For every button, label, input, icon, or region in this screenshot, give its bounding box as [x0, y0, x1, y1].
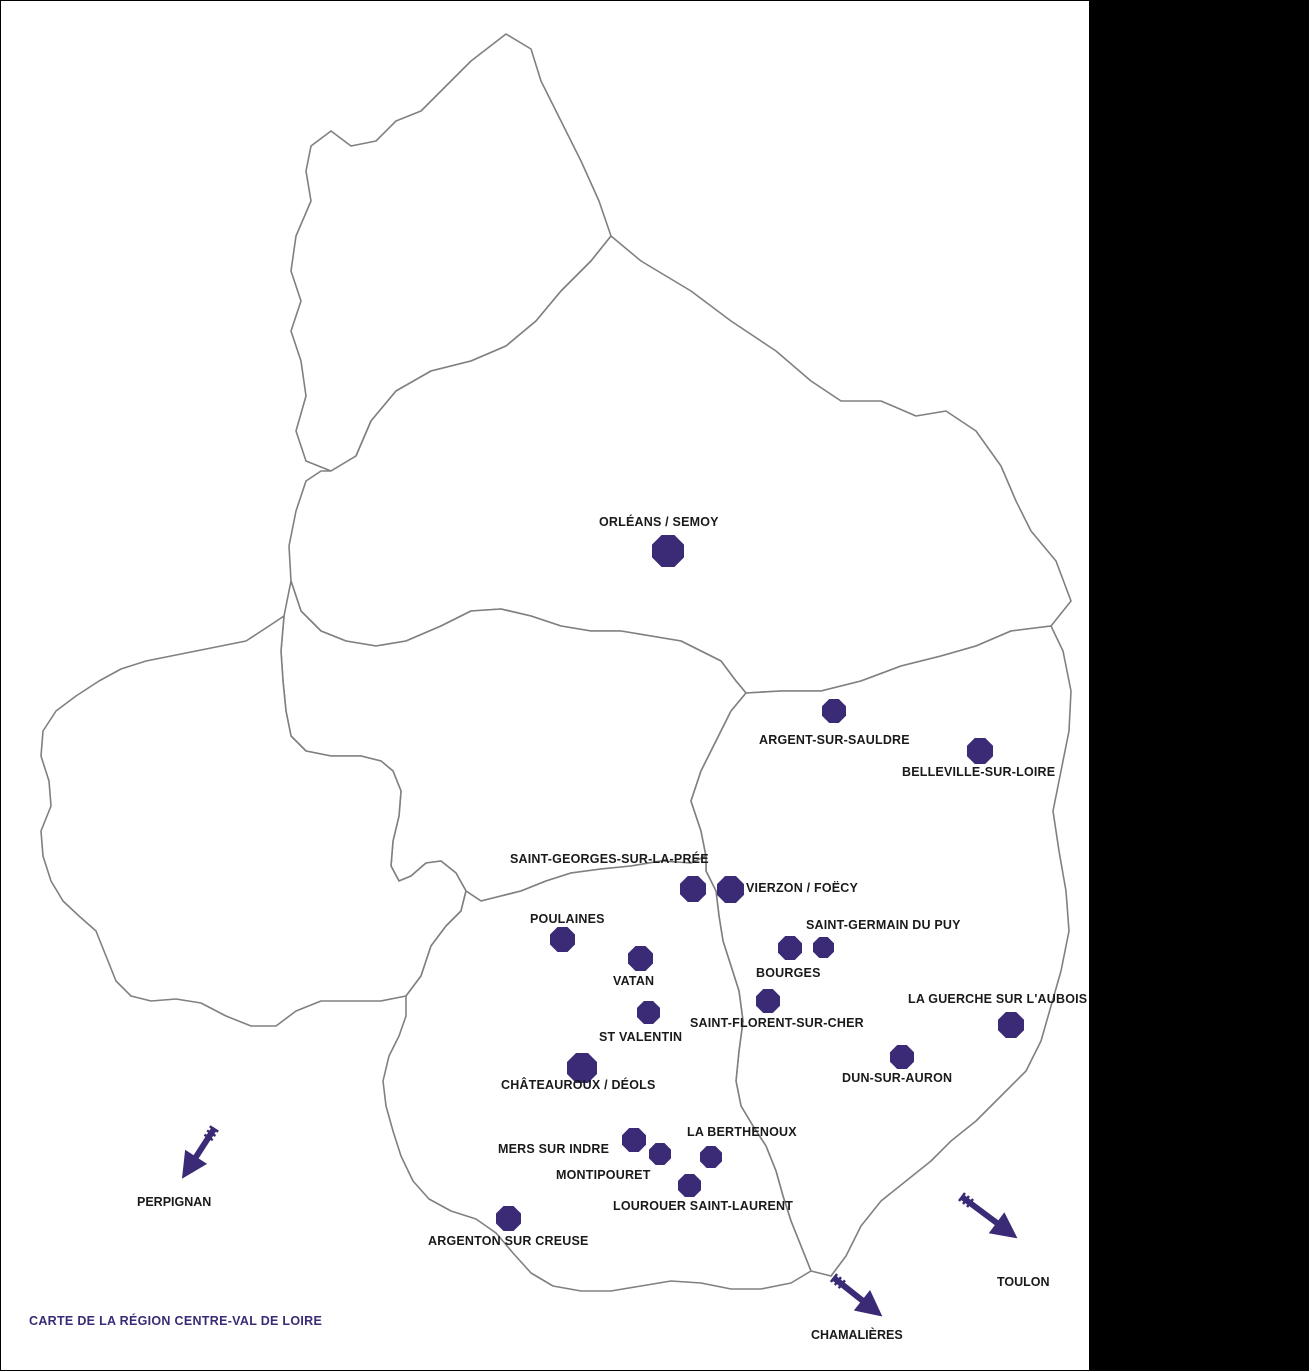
- city-label: MERS SUR INDRE: [498, 1142, 610, 1156]
- city-label: MONTIPOURET: [556, 1168, 651, 1182]
- city-label: SAINT-GERMAIN DU PUY: [806, 918, 961, 932]
- city-label: ORLÉANS / SEMOY: [599, 515, 719, 529]
- city-label: POULAINES: [530, 912, 605, 926]
- city-marker[interactable]: [637, 1001, 660, 1024]
- region-outline-map: [1, 1, 1089, 1370]
- city-label: ARGENTON SUR CREUSE: [428, 1234, 589, 1248]
- city-label: BOURGES: [756, 966, 821, 980]
- city-label: DUN-SUR-AURON: [842, 1071, 953, 1085]
- direction-arrow-label: PERPIGNAN: [137, 1195, 212, 1209]
- city-label: CHÂTEAUROUX / DÉOLS: [501, 1078, 656, 1092]
- city-label: BELLEVILLE-SUR-LOIRE: [902, 765, 1056, 779]
- city-label: ARGENT-SUR-SAULDRE: [759, 733, 910, 747]
- city-label: VATAN: [613, 974, 655, 988]
- city-marker[interactable]: [550, 927, 575, 952]
- city-marker[interactable]: [813, 937, 834, 958]
- city-marker[interactable]: [649, 1143, 671, 1165]
- city-label: LA BERTHENOUX: [687, 1125, 797, 1139]
- city-marker[interactable]: [680, 876, 706, 902]
- city-marker[interactable]: [967, 738, 993, 764]
- city-label: SAINT-FLORENT-SUR-CHER: [690, 1016, 864, 1030]
- city-label: LOUROUER SAINT-LAURENT: [613, 1199, 794, 1213]
- direction-arrow-label: CHAMALIÈRES: [811, 1328, 903, 1342]
- city-marker[interactable]: [496, 1206, 521, 1231]
- city-label: VIERZON / FOËCY: [746, 881, 859, 895]
- city-label: SAINT-GEORGES-SUR-LA-PRÉE: [510, 852, 709, 866]
- city-marker[interactable]: [998, 1012, 1024, 1038]
- city-marker[interactable]: [700, 1146, 722, 1168]
- city-label: ST VALENTIN: [599, 1030, 683, 1044]
- city-label: LA GUERCHE SUR L'AUBOIS: [908, 992, 1088, 1006]
- map-caption: CARTE DE LA RÉGION CENTRE-VAL DE LOIRE: [29, 1314, 323, 1328]
- direction-arrow-label: TOULON: [997, 1275, 1050, 1289]
- city-marker[interactable]: [628, 946, 653, 971]
